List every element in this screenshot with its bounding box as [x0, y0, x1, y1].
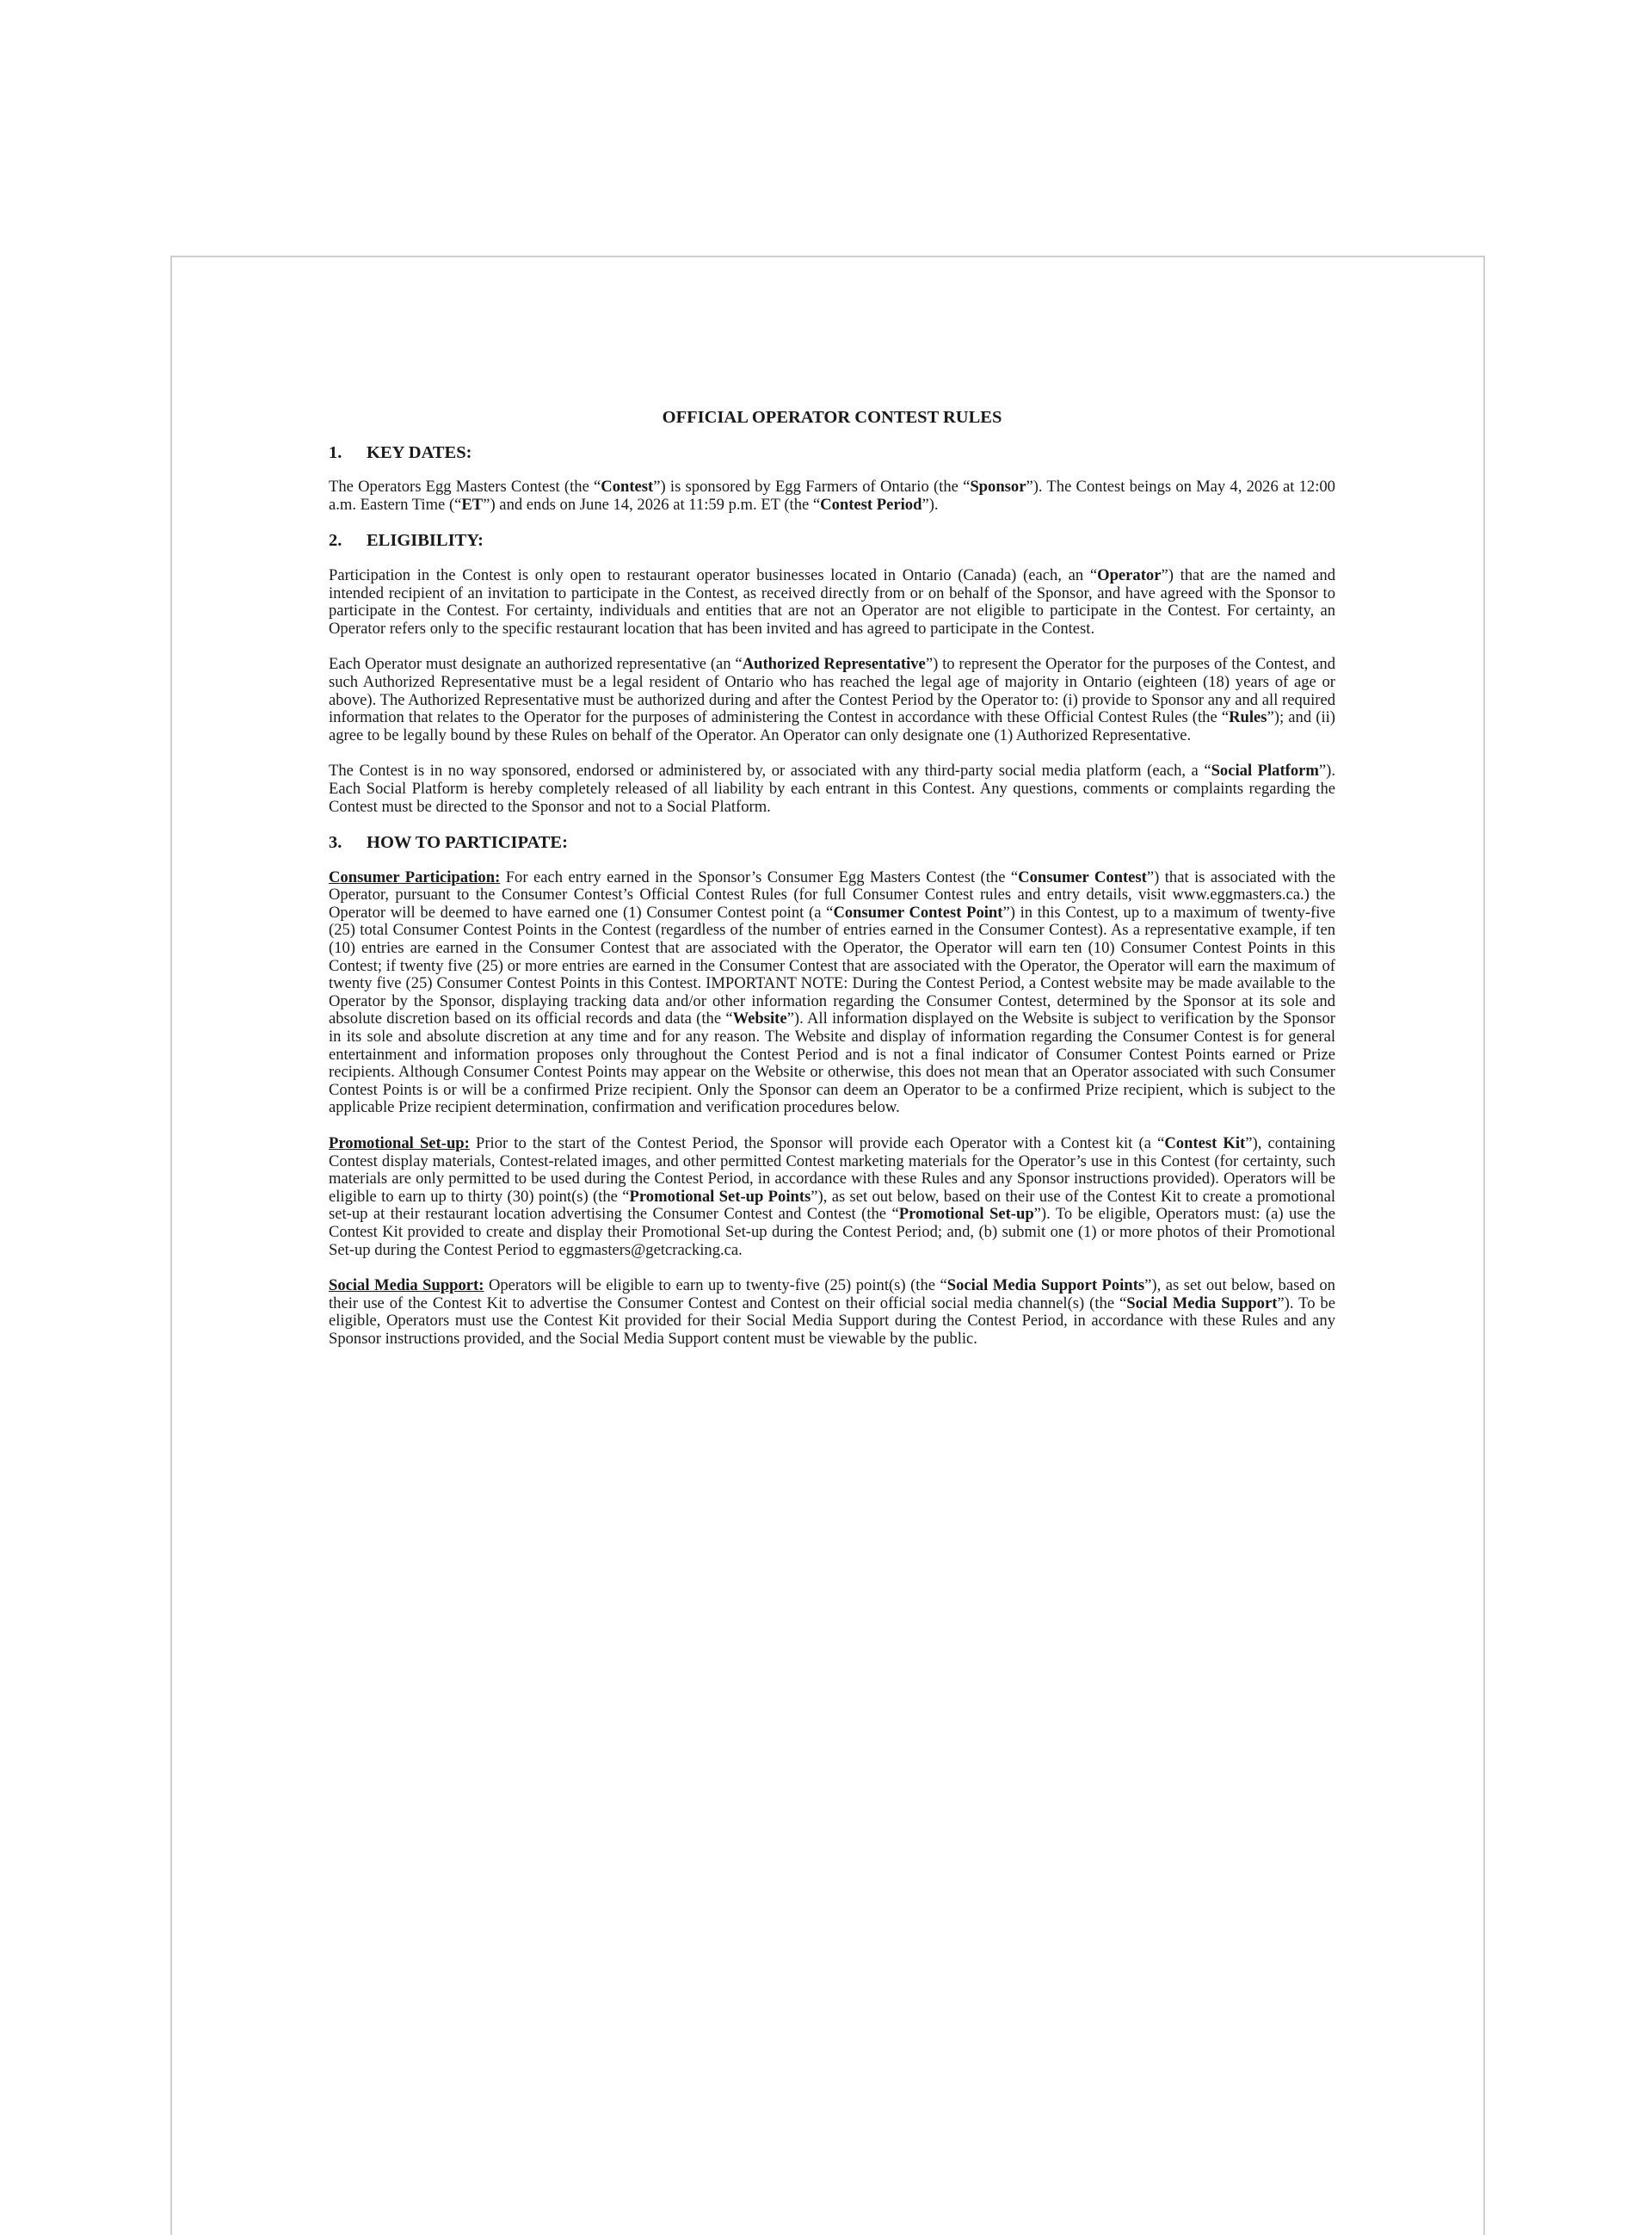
document-title: OFFICIAL OPERATOR CONTEST RULES	[662, 408, 1002, 427]
defined-term: Consumer Contest	[1018, 867, 1147, 886]
defined-term: Contest Period	[820, 495, 922, 514]
section-number: 2.	[329, 531, 342, 551]
body-text: ”) that are the named and intended recipient of an invitation to participate in the Contest, as received directly from or on behalf of the Sponsor, and have agreed with the Sponsor to participate in the Contest. For certainty, individuals and entities that are not an Operator are not eligible to participate in the Contest. For certainty, an Operator refers only to the specific restaurant location that has been invited and has agreed to participate in the Contest.	[329, 565, 1335, 638]
section-heading	[329, 834, 1335, 852]
defined-term: Promotional Set-up Points	[629, 1187, 811, 1206]
defined-term: Social Media Support Points	[946, 1276, 1145, 1295]
defined-term: Authorized Representative	[742, 655, 926, 674]
section-number: 1.	[329, 442, 342, 462]
body-text: ”).	[922, 495, 939, 514]
body-text: ”) that is associated with the Operator, pursuant to the Consumer Contest’s Official Contest Rules (for full Consumer Contest rules and entry details, visit www.eggmasters.ca.) the Operator will be deemed to have earned one (1) Consumer Contest point (a “	[329, 867, 1335, 922]
section-title: HOW TO PARTICIPATE:	[367, 833, 568, 853]
body-text: The Operators Egg Masters Contest (the “	[329, 478, 601, 497]
body-text: ”), as set out below, based on their use of the Contest Kit to create a promotional set-up at their restaurant location advertising the Consumer Contest and Contest (the “	[329, 1187, 1335, 1224]
body-text: ”). Each Social Platform is hereby completely released of all liability by each entrant in this Contest. Any questions, comments or complaints regarding the Contest must be directed to the Sponsor and not to a Social Platform.	[329, 762, 1335, 816]
body-text: ”) and ends on June 14, 2026 at 11:59 p.m. ET (the “	[483, 495, 821, 514]
body-text: Operators will be eligible to earn up to twenty-five (25) point(s) (the “	[484, 1276, 947, 1295]
body-text: ”); and (ii) agree to be legally bound by these Rules on behalf of the Operator. An Operator can only designate one (1) Authorized Representative.	[329, 708, 1335, 744]
paragraph	[329, 656, 1335, 744]
body-text: ”) in this Contest, up to a maximum of twenty-five (25) total Consumer Contest Points in the Contest (regardless of the number of entries earned in the Consumer Contest). As a representative example, if ten (10) entries are earned in the Consumer Contest that are associated with the Operator, the Operator will earn ten (10) Consumer Contest Points in this Contest; if twenty five (25) or more entries are earned in the Consumer Contest that are associated with the Operator, the Operator will earn the maximum of twenty five (25) Consumer Contest Points in this Contest. IMPORTANT NOTE: During the Contest Period, a Contest website may be made available to the Operator by the Sponsor, displaying tracking data and/or other information regarding the Consumer Contest, determined by the Sponsor at its sole and absolute discretion based on its official records and data (the “	[329, 903, 1335, 1028]
paragraph	[329, 1135, 1335, 1259]
defined-term: Social Platform	[1211, 762, 1319, 781]
section-heading	[329, 444, 1335, 462]
body-text: ”). All information displayed on the Website is subject to verification by the Sponsor in its sole and absolute discretion at any time and for any reason. The Website and display of information regarding the Consumer Contest is for general entertainment and information proposes only throughout the Contest Period and is not a final indicator of Consumer Contest Points earned or Prize recipients. Although Consumer Contest Points may appear on the Website or otherwise, this does not mean that an Operator associated with such Consumer Contest Points is or will be a confirmed Prize recipient. Only the Sponsor can deem an Operator to be a confirmed Prize recipient, which is subject to the applicable Prize recipient determination, confirmation and verification procedures below.	[329, 1009, 1336, 1117]
body-text: Prior to the start of the Contest Period, the Sponsor will provide each Operator with a Contest kit (a “	[469, 1134, 1165, 1152]
body-text: ”). The Contest beings on May 4, 2026 at 12:00 a.m. Eastern Time (“	[329, 478, 1335, 514]
body-text: For each entry earned in the Sponsor’s Consumer Egg Masters Contest (the “	[500, 867, 1019, 886]
defined-term: Website	[732, 1009, 787, 1028]
subheading-text: Consumer Participation:	[329, 867, 501, 886]
body-text: Each Operator must designate an authorized representative (an “	[329, 655, 743, 674]
subheading-text: Promotional Set-up:	[329, 1134, 470, 1152]
body-text: ”) to represent the Operator for the purposes of the Contest, and such Authorized Representative must be a legal resident of Ontario who has reached the legal age of majority in Ontario (eighteen (18) years of age or above). The Authorized Representative must be authorized during and after the Contest Period by the Operator to: (i) provide to Sponsor any and all required information that relates to the Operator for the purposes of administering the Contest in accordance with these Official Contest Rules (the “	[329, 655, 1335, 727]
paragraph	[329, 1277, 1335, 1348]
sections-container	[329, 444, 1335, 1349]
body-text: ”), containing Contest display materials, Contest-related images, and other permitted Contest marketing materials for the Operator’s use in this Contest (for certainty, such materials are only permitted to be used during the Contest Period, in accordance with these Rules and any Sponsor instructions provided). Operators will be eligible to earn up to thirty (30) point(s) (the “	[329, 1134, 1335, 1206]
body-text: ”), as set out below, based on their use of the Contest Kit to advertise the Consumer Contest and Contest on their official social media channel(s) (the “	[329, 1276, 1335, 1312]
paragraph	[329, 869, 1335, 1117]
paragraph	[329, 478, 1335, 514]
defined-term: Promotional Set-up	[898, 1205, 1034, 1224]
defined-term: ET	[461, 495, 484, 514]
section-title: KEY DATES:	[367, 442, 472, 462]
subheading-text: Social Media Support:	[329, 1276, 484, 1295]
paragraph	[329, 762, 1335, 816]
defined-term: Rules	[1229, 708, 1267, 727]
body-text: Participation in the Contest is only open to restaurant operator businesses located in Ontario (Canada) (each, an “	[329, 565, 1098, 584]
defined-term: Contest	[601, 478, 654, 497]
paragraph	[329, 567, 1335, 638]
section-heading	[329, 532, 1335, 550]
section-number: 3.	[329, 833, 342, 853]
defined-term: Operator	[1097, 565, 1162, 584]
document-page	[170, 256, 1485, 2235]
defined-term: Contest Kit	[1164, 1134, 1246, 1152]
body-text: ”). To be eligible, Operators must use the Contest Kit provided for their Social Media Support during the Contest Period, in accordance with these Rules and any Sponsor instructions provided, and the Social Media Support content must be viewable by the public.	[329, 1293, 1335, 1348]
document-body	[329, 409, 1335, 1367]
body-text: ”) is sponsored by Egg Farmers of Ontario (the “	[653, 478, 971, 497]
defined-term: Consumer Contest Point	[833, 903, 1003, 922]
body-text: ”). To be eligible, Operators must: (a) use the Contest Kit provided to create and display their Promotional Set-up during the Contest Period; and, (b) submit one (1) or more photos of their Promotional Set-up during the Contest Period to eggmasters@getcracking.ca.	[329, 1205, 1335, 1259]
section-title: ELIGIBILITY:	[367, 531, 484, 551]
defined-term: Social Media Support	[1126, 1293, 1278, 1312]
body-text: The Contest is in no way sponsored, endorsed or administered by, or associated with any third-party social media platform (each, a “	[329, 762, 1211, 781]
defined-term: Sponsor	[970, 478, 1026, 497]
